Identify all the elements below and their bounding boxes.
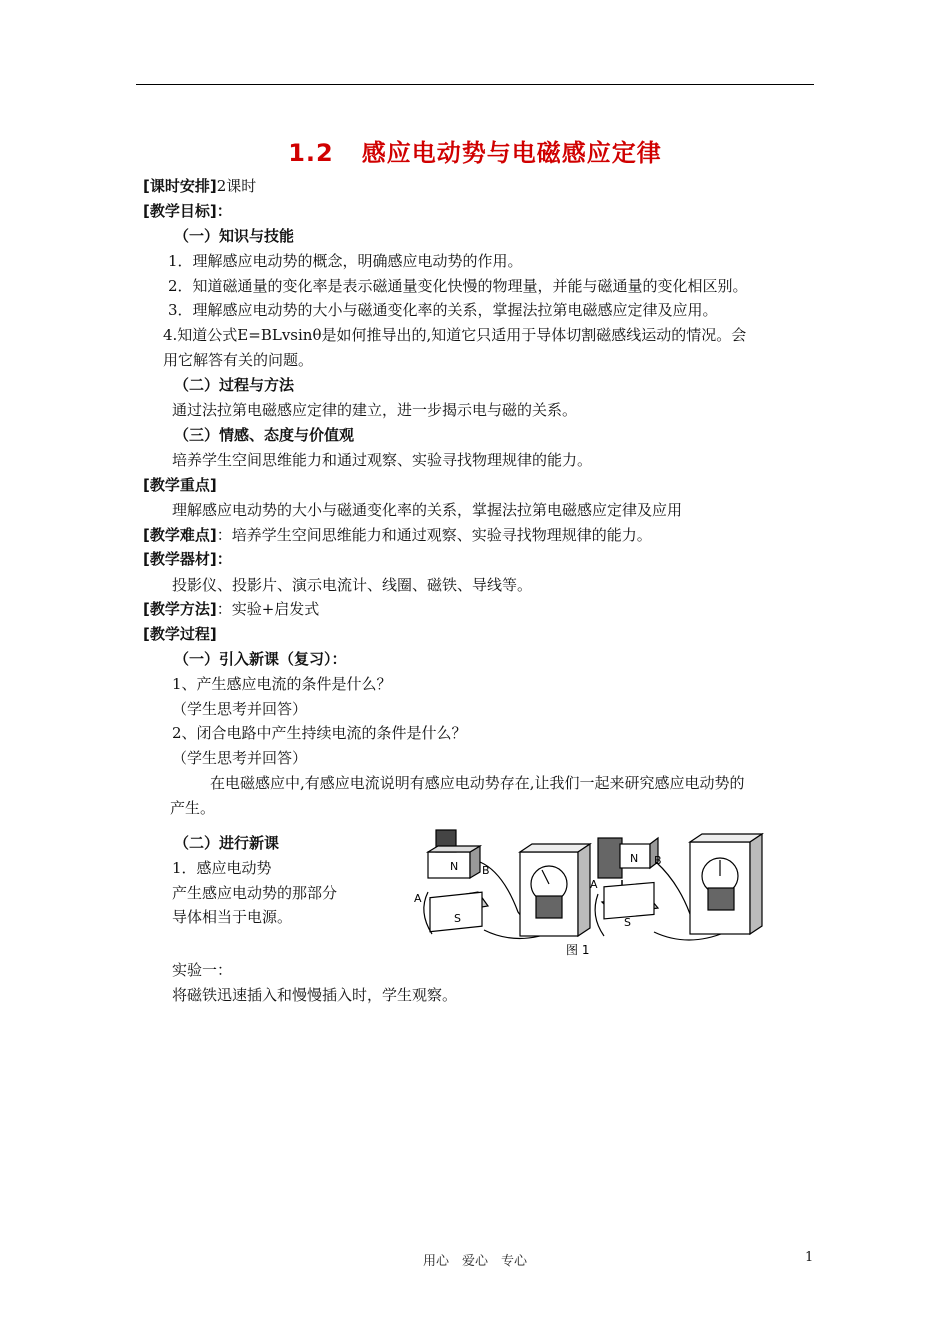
label-a-left: A [414, 892, 422, 905]
process-method-text: 通过法拉第电磁感应定律的建立，进一步揭示电与磁的关系。 [172, 401, 578, 419]
methods-line: [教学方法]：实验+启发式 [143, 600, 320, 618]
question-2: 2、闭合电路中产生持续电流的条件是什么？ [172, 724, 467, 742]
figure-caption: 图 1 [566, 943, 590, 957]
answer-2: （学生思考并回答） [172, 749, 308, 767]
experiment-label: 实验一： [172, 961, 233, 979]
equipment-text: 投影仪、投影片、演示电流计、线圈、磁铁、导线等。 [172, 576, 533, 594]
attitude-text: 培养学生空间思维能力和通过观察、实验寻找物理规律的能力。 [172, 451, 593, 469]
new-lesson-heading: （二）进行新课 [174, 834, 280, 852]
galvanometer-right [690, 834, 762, 934]
schedule-line: [课时安排]2课时 [143, 177, 257, 195]
key-points-text: 理解感应电动势的大小与磁通变化率的关系，掌握法拉第电磁感应定律及应用 [172, 501, 683, 519]
label-s-left: S [454, 912, 461, 925]
footer-text: 用心 爱心 专心 [422, 1254, 527, 1269]
label-n-right: N [630, 852, 639, 865]
label-n-left: N [450, 860, 459, 873]
label-b-left: B [482, 864, 490, 877]
experiment-text: 将磁铁迅速插入和慢慢插入时，学生观察。 [172, 986, 458, 1004]
intro-para-line1: 在电磁感应中,有感应电流说明有感应电动势存在,让我们一起来研究感应电动势的 [210, 774, 745, 792]
objectives-label: [教学目标]： [143, 202, 232, 220]
galvanometer-left [520, 844, 590, 936]
page-title: 1.2 感应电动势与电磁感应定律 [288, 139, 662, 167]
equipment-label: [教学器材]： [143, 550, 232, 568]
emf-text-line2: 导体相当于电源。 [172, 908, 293, 926]
attitude-heading: （三）情感、态度与价值观 [174, 426, 355, 444]
knowledge-heading: （一）知识与技能 [174, 227, 295, 245]
objective-item-3: 3．理解感应电动势的大小与磁通变化率的关系，掌握法拉第电磁感应定律及应用。 [168, 301, 718, 319]
intro-para-line2: 产生。 [170, 799, 216, 817]
emf-text-line1: 产生感应电动势的那部分 [172, 884, 338, 902]
label-s-right: S [624, 916, 631, 929]
objective-item-2: 2．知道磁通量的变化率是表示磁通量变化快慢的物理量，并能与磁通量的变化相区别。 [168, 277, 748, 295]
objective-item-4-line2: 用它解答有关的问题。 [163, 351, 314, 369]
page-number: 1 [805, 1250, 814, 1265]
experiment-figure [408, 822, 820, 960]
process-method-heading: （二）过程与方法 [174, 376, 295, 394]
header-rule [136, 84, 814, 85]
label-a-right: A [590, 878, 598, 891]
process-label: [教学过程] [143, 625, 217, 643]
intro-heading: （一）引入新课（复习）： [174, 650, 347, 668]
key-points-label: [教学重点] [143, 476, 217, 494]
difficulties-line: [教学难点]：培养学生空间思维能力和通过观察、实验寻找物理规律的能力。 [143, 526, 652, 544]
objective-item-1: 1．理解感应电动势的概念，明确感应电动势的作用。 [168, 252, 523, 270]
objective-item-4-line1: 4.知道公式E=BLvsinθ是如何推导出的,知道它只适用于导体切割磁感线运动的情况。会 [163, 326, 747, 344]
label-b-right: B [654, 854, 662, 867]
question-1: 1、产生感应电流的条件是什么？ [172, 675, 392, 693]
answer-1: （学生思考并回答） [172, 700, 308, 718]
emf-subheading: 1．感应电动势 [172, 859, 272, 877]
